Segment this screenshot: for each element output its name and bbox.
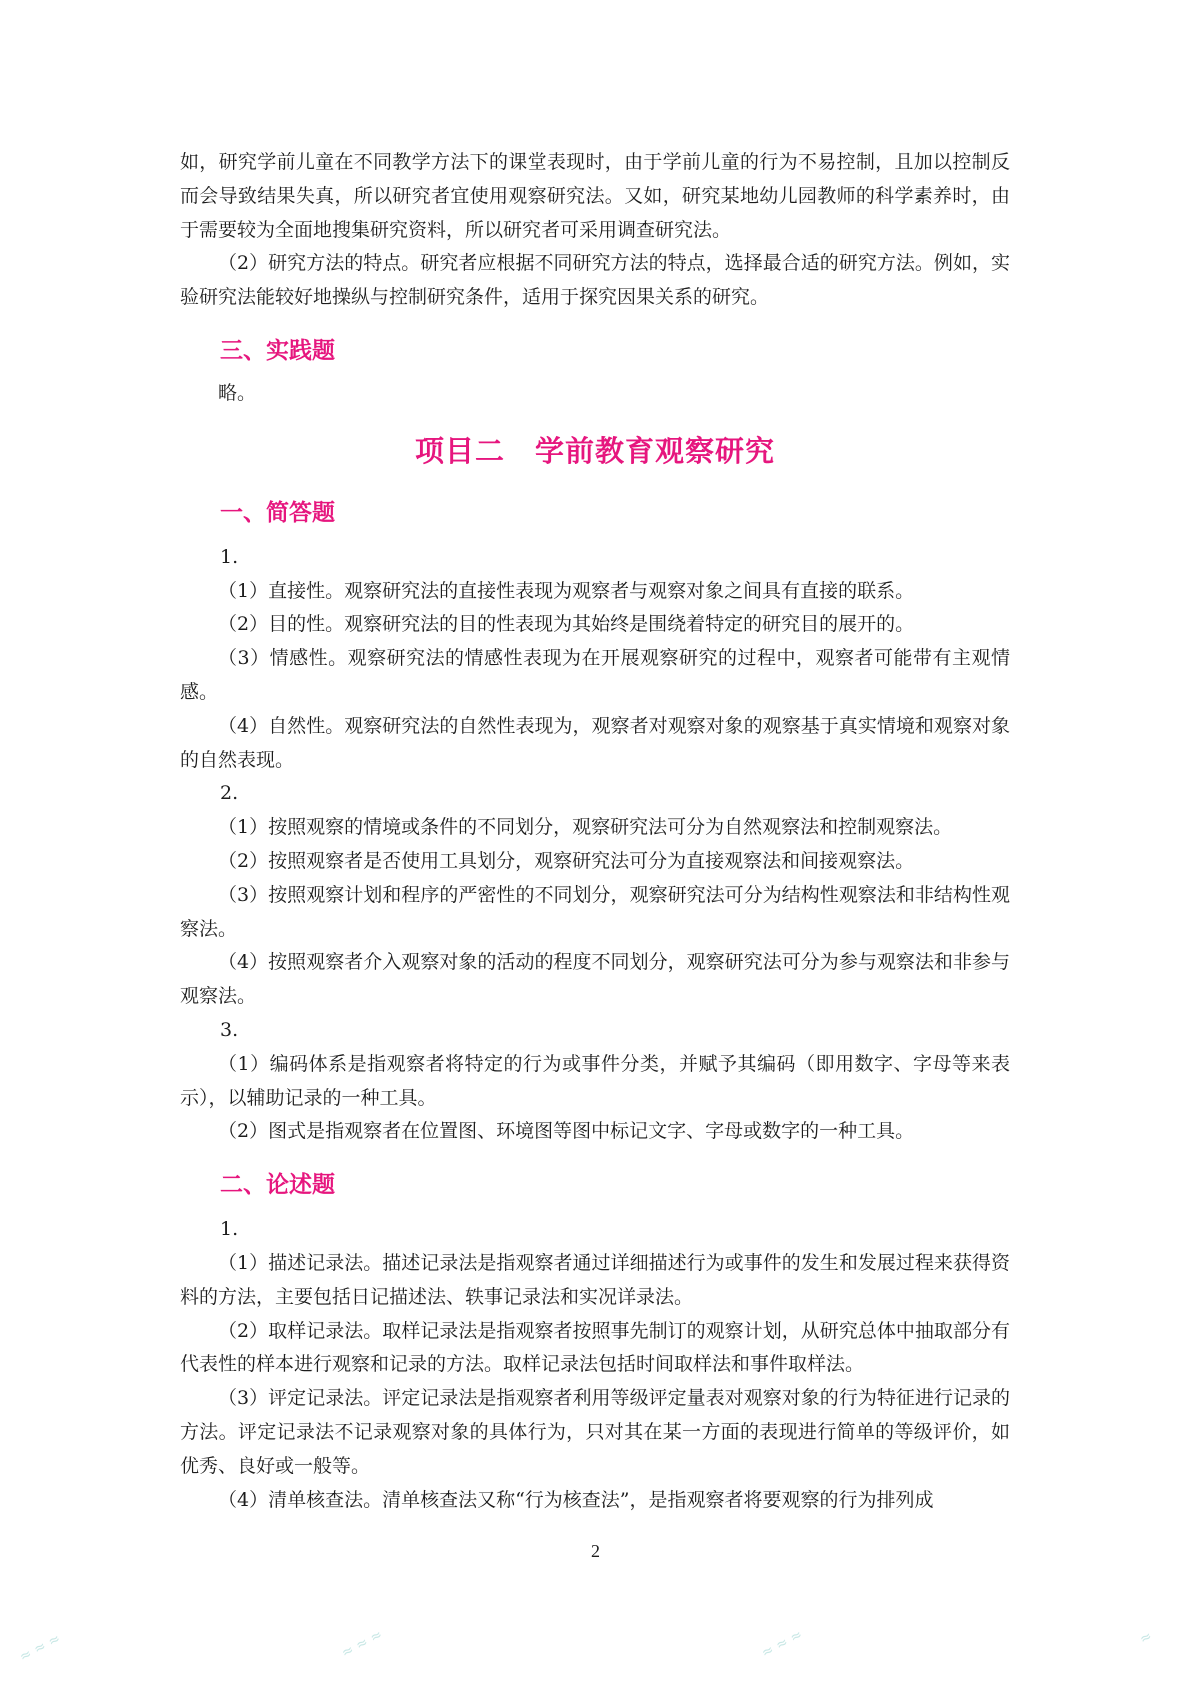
section-heading: 二、论述题 [220, 1172, 335, 1199]
project-title: 项目二 学前教育观察研究 [414, 433, 775, 468]
question-number: 3. [220, 1018, 239, 1041]
question-number: 2. [220, 782, 239, 805]
list-item: （2）图式是指观察者在位置图、环境图等图中标记文字、字母或数字的一种工具。 [218, 1120, 915, 1143]
question-number: 1. [220, 1218, 239, 1241]
list-item: （3）评定记录法。评定记录法是指观察者利用等级评定量表对观察对象的行为特征进行记录的方法。评定记录法不记录观察对象的具体行为，只对其在某一方面的表现进行简单的等级评价，如优秀、良好或一般等。 [180, 1387, 1010, 1477]
list-item: （4）自然性。观察研究法的自然性表现为，观察者对观察对象的观察基于真实情境和观察对象的自然表现。 [180, 714, 1010, 771]
list-item: （2）目的性。观察研究法的目的性表现为其始终是围绕着特定的研究目的展开的。 [218, 613, 915, 636]
list-item: （2）取样记录法。取样记录法是指观察者按照事先制订的观察计划，从研究总体中抽取部分有代表性的样本进行观察和记录的方法。取样记录法包括时间取样法和事件取样法。 [180, 1319, 1010, 1376]
list-item: （1）按照观察的情境或条件的不同划分，观察研究法可分为自然观察法和控制观察法。 [218, 816, 953, 839]
paragraph: 略。 [218, 381, 257, 404]
list-item: （1）描述记录法。描述记录法是指观察者通过详细描述行为或事件的发生和发展过程来获得资料的方法，主要包括日记描述法、轶事记录法和实况详录法。 [180, 1251, 1010, 1308]
watermark-mark: ≈ ≈ ≈ [338, 1626, 386, 1662]
section-heading: 一、简答题 [220, 499, 335, 526]
list-item: （4）清单核查法。清单核查法又称“行为核查法”，是指观察者将要观察的行为排列成 [218, 1488, 934, 1511]
list-item: （3）按照观察计划和程序的严密性的不同划分，观察研究法可分为结构性观察法和非结构性观察法。 [180, 883, 1010, 940]
page-content [180, 146, 1010, 1517]
list-item: （1）直接性。观察研究法的直接性表现为观察者与观察对象之间具有直接的联系。 [218, 579, 915, 602]
list-item: （1）编码体系是指观察者将特定的行为或事件分类，并赋予其编码（即用数字、字母等来表示），以辅助记录的一种工具。 [180, 1052, 1010, 1109]
section-heading: 三、实践题 [220, 337, 335, 364]
paragraph: （2）研究方法的特点。研究者应根据不同研究方法的特点，选择最合适的研究方法。例如，实验研究法能较好地操纵与控制研究条件，适用于探究因果关系的研究。 [180, 252, 1010, 309]
list-item: （2）按照观察者是否使用工具划分，观察研究法可分为直接观察法和间接观察法。 [218, 849, 915, 872]
list-item: （4）按照观察者介入观察对象的活动的程度不同划分，观察研究法可分为参与观察法和非参与观察法。 [180, 951, 1010, 1008]
list-item: （3）情感性。观察研究法的情感性表现为在开展观察研究的过程中，观察者可能带有主观情感。 [180, 647, 1010, 703]
watermark-mark: ≈ ≈ ≈ [16, 1630, 64, 1666]
page-number: 2 [591, 1541, 600, 1561]
question-number: 1. [220, 545, 239, 568]
paragraph: 如，研究学前儿童在不同教学方法下的课堂表现时，由于学前儿童的行为不易控制，且加以控制反而会导致结果失真，所以研究者宜使用观察研究法。又如，研究某地幼儿园教师的科学素养时，由于需要较为全面地搜集研究资料，所以研究者可采用调查研究法。 [180, 151, 1010, 241]
watermark-mark: ≈ ≈ ≈ [758, 1626, 806, 1662]
watermark-mark: ≈ [1136, 1628, 1155, 1648]
